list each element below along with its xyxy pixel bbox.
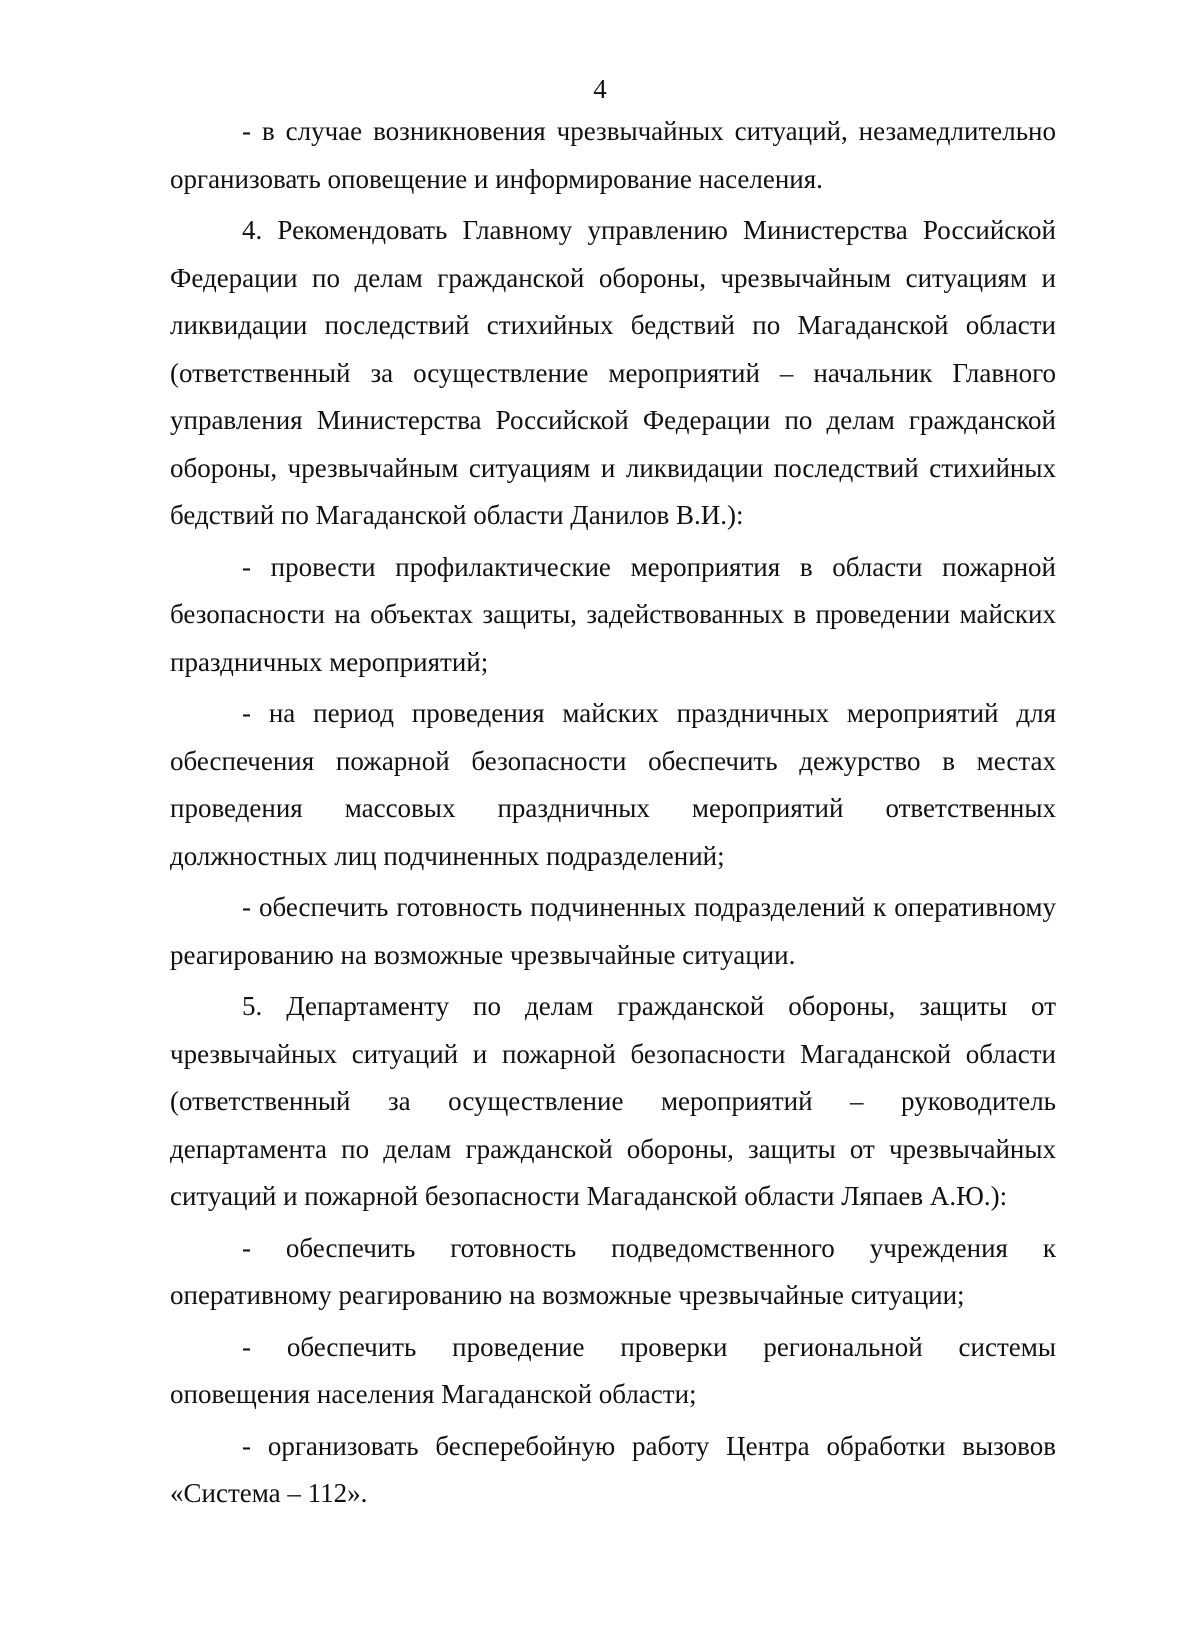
page-number: 4 bbox=[593, 74, 607, 104]
paragraph-alert-population: - в случае возникновения чрезвычайных ситуаций, незамедлительно организовать оповещение и информирование населения. bbox=[170, 116, 1056, 194]
paragraph-institution-readiness: - обеспечить готовность подведомственного учреждения к оперативному реагированию на возможные чрезвычайные ситуации; bbox=[170, 1232, 1056, 1310]
paragraph-system-112: - организовать бесперебойную работу Центра обработки вызовов «Система – 112». bbox=[170, 1430, 1056, 1508]
paragraph-item-4-emergency-ministry: 4. Рекомендовать Главному управлению Министерства Российской Федерации по делам гражданской обороны, чрезвычайным ситуациям и ликвидации последствий стихийных бедствий по Магаданской области (ответственный за осуществление мероприятий – начальник Главного управления Министерства Российской Федерации по делам гражданской обороны, чрезвычайным ситуациям и ликвидации последствий стихийных бедствий по Магаданской области Данилов В.И.): bbox=[170, 215, 1056, 530]
paragraph-alert-system-check: - обеспечить проведение проверки региональной системы оповещения населения Магаданской области; bbox=[170, 1331, 1056, 1409]
paragraph-item-5-civil-defense-department: 5. Департаменту по делам гражданской обороны, защиты от чрезвычайных ситуаций и пожарной безопасности Магаданской области (ответственный за осуществление мероприятий – руководитель департамента по делам гражданской обороны, защиты от чрезвычайных ситуаций и пожарной безопасности Магаданской области Ляпаев А.Ю.): bbox=[170, 991, 1056, 1211]
paragraph-fire-prevention: - провести профилактические мероприятия в области пожарной безопасности на объектах защиты, задействованных в проведении майских праздничных мероприятий; bbox=[170, 551, 1056, 677]
paragraph-units-readiness: - обеспечить готовность подчиненных подразделений к оперативному реагированию на возможные чрезвычайные ситуации. bbox=[170, 892, 1056, 970]
paragraph-duty-officials: - на период проведения майских праздничных мероприятий для обеспечения пожарной безопасности обеспечить дежурство в местах проведения массовых праздничных мероприятий ответственных должностных лиц подчиненных подразделений; bbox=[170, 698, 1056, 871]
document-body bbox=[170, 108, 1056, 1522]
